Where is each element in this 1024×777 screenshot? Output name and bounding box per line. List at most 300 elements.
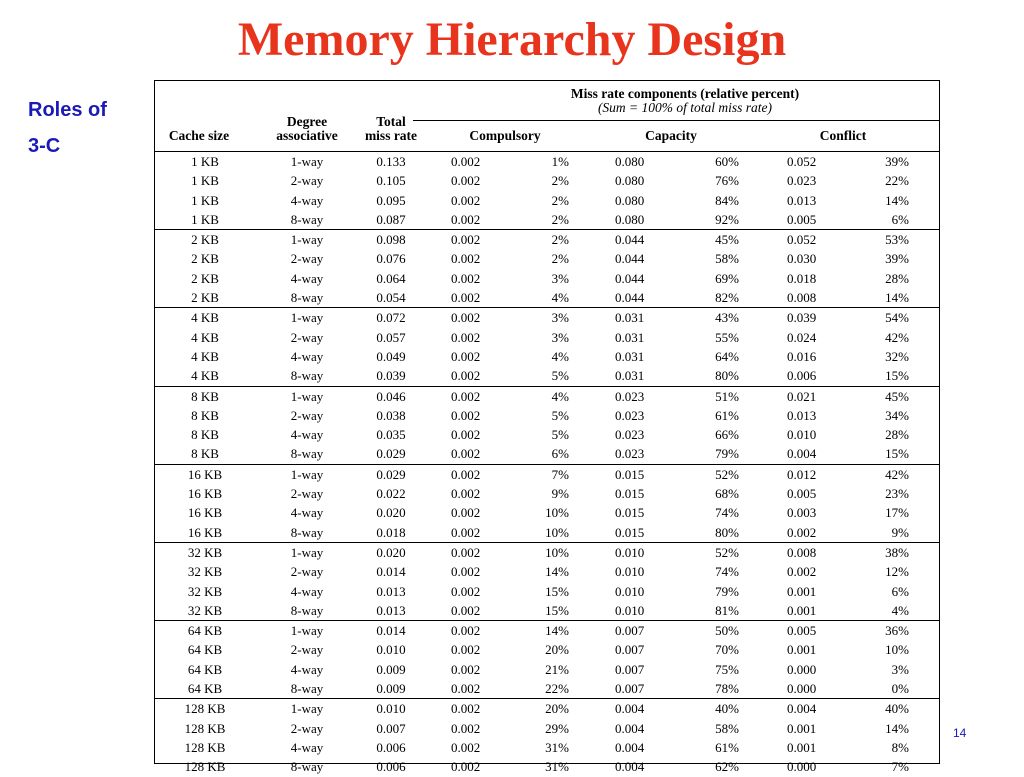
cell-conflict-pct: 6%	[891, 211, 909, 227]
cell-compulsory-rate: 0.002	[451, 505, 481, 521]
cell-associativity: 8-way	[290, 524, 324, 540]
header-compulsory: Compulsory	[469, 128, 541, 143]
side-note	[28, 92, 107, 164]
table-row	[155, 444, 939, 463]
cell-capacity-rate: 0.023	[615, 427, 645, 443]
table-row	[155, 308, 939, 327]
cell-capacity-pct: 69%	[715, 270, 739, 286]
table-row	[155, 171, 939, 190]
cell-compulsory-rate: 0.002	[451, 486, 481, 502]
table-row	[155, 582, 939, 601]
cell-associativity: 4-way	[290, 427, 324, 443]
cell-associativity: 2-way	[290, 564, 324, 580]
cell-conflict-pct: 54%	[885, 310, 909, 326]
cell-associativity: 1-way	[290, 154, 324, 169]
cell-conflict-pct: 14%	[885, 290, 909, 306]
cell-conflict-pct: 53%	[885, 232, 909, 248]
cell-total-miss-rate: 0.029	[376, 466, 406, 482]
cell-capacity-rate: 0.007	[615, 623, 645, 639]
cell-capacity-rate: 0.044	[615, 290, 645, 306]
cell-compulsory-pct: 5%	[551, 427, 569, 443]
cell-conflict-pct: 28%	[885, 427, 909, 443]
cell-conflict-pct: 42%	[885, 329, 909, 345]
table-row-group	[155, 699, 939, 776]
cell-capacity-rate: 0.010	[615, 583, 645, 599]
cell-conflict-rate: 0.012	[787, 466, 817, 482]
cell-total-miss-rate: 0.133	[376, 154, 406, 169]
cell-capacity-rate: 0.023	[615, 388, 645, 404]
table-row	[155, 347, 939, 366]
cell-associativity: 8-way	[290, 211, 324, 227]
table-row	[155, 406, 939, 425]
cell-capacity-rate: 0.023	[615, 407, 645, 423]
header-total-line1: Total	[376, 114, 406, 129]
cell-conflict-rate: 0.013	[787, 192, 817, 208]
cell-cache-size: 4 KB	[191, 310, 219, 326]
cell-compulsory-rate: 0.002	[451, 720, 481, 736]
cell-capacity-rate: 0.044	[615, 270, 645, 286]
page-number: 14	[953, 726, 967, 740]
cell-compulsory-rate: 0.002	[451, 524, 481, 540]
cell-associativity: 2-way	[290, 173, 324, 189]
table-row	[155, 503, 939, 522]
cell-conflict-rate: 0.000	[787, 661, 817, 677]
cell-cache-size: 64 KB	[187, 661, 223, 677]
cell-compulsory-pct: 2%	[551, 232, 569, 248]
cell-capacity-pct: 52%	[715, 544, 739, 560]
cell-capacity-rate: 0.044	[615, 251, 645, 267]
table-row	[155, 249, 939, 268]
table-row	[155, 562, 939, 581]
cell-compulsory-rate: 0.002	[451, 642, 481, 658]
cell-cache-size: 2 KB	[191, 290, 219, 306]
cell-compulsory-pct: 2%	[551, 173, 569, 189]
cell-capacity-rate: 0.031	[615, 368, 645, 384]
cell-conflict-pct: 34%	[885, 407, 909, 423]
cell-compulsory-pct: 21%	[545, 661, 569, 677]
cell-conflict-pct: 8%	[891, 739, 909, 755]
table-row	[155, 230, 939, 249]
table-row-group	[155, 308, 939, 386]
cell-conflict-rate: 0.016	[787, 348, 817, 364]
cell-capacity-rate: 0.031	[615, 348, 645, 364]
table-row	[155, 757, 939, 776]
cell-capacity-pct: 51%	[715, 388, 739, 404]
cell-capacity-rate: 0.007	[615, 661, 645, 677]
cell-conflict-rate: 0.006	[787, 368, 817, 384]
cell-capacity-pct: 79%	[715, 446, 739, 462]
cell-total-miss-rate: 0.087	[376, 211, 406, 227]
cell-compulsory-pct: 10%	[545, 505, 569, 521]
cell-cache-size: 4 KB	[191, 329, 219, 345]
cell-associativity: 2-way	[290, 642, 324, 658]
cell-capacity-pct: 55%	[715, 329, 739, 345]
cell-cache-size: 64 KB	[187, 681, 223, 697]
cell-associativity: 2-way	[290, 251, 324, 267]
cell-conflict-rate: 0.008	[787, 544, 817, 560]
cell-compulsory-pct: 6%	[551, 446, 569, 462]
table-row	[155, 191, 939, 210]
table-row	[155, 210, 939, 229]
header-total-line2: miss rate	[364, 128, 418, 143]
cell-associativity: 2-way	[290, 486, 324, 502]
cell-conflict-pct: 4%	[891, 602, 909, 618]
cell-associativity: 4-way	[290, 661, 324, 677]
cell-associativity: 1-way	[290, 544, 324, 560]
table-row	[155, 601, 939, 620]
cell-capacity-pct: 75%	[715, 661, 739, 677]
cell-conflict-rate: 0.030	[787, 251, 817, 267]
cell-compulsory-pct: 4%	[551, 348, 569, 364]
cell-compulsory-pct: 2%	[551, 211, 569, 227]
cell-capacity-pct: 78%	[715, 681, 739, 697]
cell-capacity-pct: 61%	[715, 407, 739, 423]
table-row	[155, 523, 939, 542]
cell-conflict-pct: 23%	[885, 486, 909, 502]
cell-associativity: 4-way	[290, 192, 324, 208]
cell-total-miss-rate: 0.049	[376, 348, 406, 364]
cell-compulsory-pct: 7%	[551, 466, 569, 482]
cell-conflict-pct: 9%	[891, 524, 909, 540]
cell-compulsory-rate: 0.002	[451, 211, 481, 227]
cell-compulsory-pct: 31%	[545, 759, 569, 775]
cell-total-miss-rate: 0.007	[376, 720, 406, 736]
cell-cache-size: 16 KB	[187, 466, 223, 482]
cell-conflict-pct: 14%	[885, 720, 909, 736]
cell-compulsory-pct: 29%	[545, 720, 569, 736]
cell-capacity-pct: 40%	[715, 701, 739, 717]
cell-conflict-pct: 42%	[885, 466, 909, 482]
cell-total-miss-rate: 0.006	[376, 739, 406, 755]
cell-conflict-rate: 0.001	[787, 739, 817, 755]
table-row-group	[155, 621, 939, 699]
cell-conflict-rate: 0.002	[787, 564, 817, 580]
cell-capacity-rate: 0.080	[615, 154, 645, 169]
cell-conflict-pct: 36%	[885, 623, 909, 639]
cell-compulsory-pct: 22%	[545, 681, 569, 697]
cell-total-miss-rate: 0.013	[376, 602, 406, 618]
cell-capacity-rate: 0.044	[615, 232, 645, 248]
cell-conflict-rate: 0.002	[787, 524, 817, 540]
cell-total-miss-rate: 0.029	[376, 446, 406, 462]
cell-compulsory-pct: 5%	[551, 407, 569, 423]
cell-cache-size: 128 KB	[184, 759, 226, 775]
table-row	[155, 387, 939, 406]
cell-compulsory-rate: 0.002	[451, 290, 481, 306]
cell-capacity-pct: 80%	[715, 524, 739, 540]
cell-capacity-pct: 84%	[715, 192, 739, 208]
cell-conflict-pct: 45%	[885, 388, 909, 404]
header-capacity: Capacity	[645, 128, 697, 143]
cell-compulsory-rate: 0.002	[451, 310, 481, 326]
cell-cache-size: 128 KB	[184, 701, 226, 717]
cell-conflict-pct: 38%	[885, 544, 909, 560]
cell-capacity-pct: 74%	[715, 505, 739, 521]
table-row	[155, 465, 939, 484]
cell-conflict-rate: 0.001	[787, 720, 817, 736]
cell-capacity-pct: 45%	[715, 232, 739, 248]
cell-total-miss-rate: 0.038	[376, 407, 406, 423]
table-row	[155, 328, 939, 347]
cell-conflict-rate: 0.000	[787, 681, 817, 697]
table-row	[155, 738, 939, 757]
cell-total-miss-rate: 0.035	[376, 427, 406, 443]
cell-associativity: 4-way	[290, 505, 324, 521]
cell-capacity-pct: 74%	[715, 564, 739, 580]
cell-conflict-pct: 39%	[885, 251, 909, 267]
cell-conflict-rate: 0.000	[787, 759, 817, 775]
cell-conflict-pct: 15%	[885, 368, 909, 384]
cell-conflict-rate: 0.003	[787, 505, 817, 521]
table-row	[155, 640, 939, 659]
cell-capacity-rate: 0.010	[615, 602, 645, 618]
cell-compulsory-rate: 0.002	[451, 329, 481, 345]
cell-conflict-pct: 40%	[885, 701, 909, 717]
cell-cache-size: 2 KB	[191, 270, 219, 286]
cell-conflict-rate: 0.001	[787, 583, 817, 599]
cell-cache-size: 4 KB	[191, 368, 219, 384]
cell-capacity-pct: 52%	[715, 466, 739, 482]
header-group-title: Miss rate components (relative percent)	[570, 86, 800, 101]
cell-conflict-rate: 0.004	[787, 701, 817, 717]
table-row	[155, 366, 939, 385]
cell-associativity: 4-way	[290, 348, 324, 364]
cell-associativity: 8-way	[290, 290, 324, 306]
cell-conflict-rate: 0.018	[787, 270, 817, 286]
cell-capacity-rate: 0.010	[615, 544, 645, 560]
cell-total-miss-rate: 0.022	[376, 486, 406, 502]
cell-capacity-pct: 58%	[715, 251, 739, 267]
table-row	[155, 484, 939, 503]
cell-conflict-pct: 22%	[885, 173, 909, 189]
cell-conflict-pct: 14%	[885, 192, 909, 208]
cell-conflict-rate: 0.005	[787, 211, 817, 227]
cell-compulsory-pct: 15%	[545, 583, 569, 599]
cell-compulsory-pct: 2%	[551, 192, 569, 208]
cell-total-miss-rate: 0.010	[376, 701, 406, 717]
cell-cache-size: 2 KB	[191, 232, 219, 248]
header-group-subtitle: (Sum = 100% of total miss rate)	[597, 100, 773, 115]
cell-capacity-rate: 0.007	[615, 681, 645, 697]
cell-associativity: 1-way	[290, 466, 324, 482]
cell-compulsory-rate: 0.002	[451, 564, 481, 580]
cell-associativity: 1-way	[290, 623, 324, 639]
cell-capacity-rate: 0.004	[615, 720, 645, 736]
header-divider	[413, 120, 939, 121]
cell-conflict-pct: 32%	[885, 348, 909, 364]
cell-conflict-rate: 0.024	[787, 329, 817, 345]
cell-total-miss-rate: 0.105	[376, 173, 406, 189]
cell-compulsory-rate: 0.002	[451, 466, 481, 482]
cell-conflict-rate: 0.010	[787, 427, 817, 443]
cell-associativity: 8-way	[290, 602, 324, 618]
cell-capacity-rate: 0.015	[615, 466, 645, 482]
cell-compulsory-rate: 0.002	[451, 544, 481, 560]
header-degree-line2: associative	[276, 128, 338, 143]
cell-capacity-rate: 0.080	[615, 211, 645, 227]
cell-compulsory-pct: 4%	[551, 388, 569, 404]
cell-conflict-pct: 6%	[891, 583, 909, 599]
cell-conflict-rate: 0.052	[787, 154, 817, 169]
cell-conflict-pct: 7%	[891, 759, 909, 775]
cell-cache-size: 32 KB	[187, 564, 223, 580]
cell-cache-size: 4 KB	[191, 348, 219, 364]
header-degree-line1: Degree	[286, 114, 328, 129]
cell-conflict-rate: 0.008	[787, 290, 817, 306]
cell-compulsory-pct: 1%	[551, 154, 569, 169]
cell-total-miss-rate: 0.014	[376, 623, 406, 639]
cell-associativity: 4-way	[290, 583, 324, 599]
cell-capacity-pct: 76%	[715, 173, 739, 189]
cell-capacity-pct: 64%	[715, 348, 739, 364]
cell-capacity-pct: 50%	[715, 623, 739, 639]
cell-compulsory-rate: 0.002	[451, 681, 481, 697]
cell-compulsory-rate: 0.002	[451, 232, 481, 248]
cell-total-miss-rate: 0.009	[376, 661, 406, 677]
cell-compulsory-pct: 3%	[551, 329, 569, 345]
table-row	[155, 425, 939, 444]
cell-capacity-pct: 60%	[715, 154, 739, 169]
cell-compulsory-rate: 0.002	[451, 623, 481, 639]
table-row-group	[155, 230, 939, 308]
cell-total-miss-rate: 0.010	[376, 642, 406, 658]
cell-compulsory-pct: 4%	[551, 290, 569, 306]
cell-cache-size: 8 KB	[191, 427, 219, 443]
cell-conflict-rate: 0.005	[787, 486, 817, 502]
cell-compulsory-pct: 15%	[545, 602, 569, 618]
cell-conflict-pct: 28%	[885, 270, 909, 286]
cell-capacity-rate: 0.004	[615, 739, 645, 755]
cell-conflict-pct: 10%	[885, 642, 909, 658]
cell-conflict-rate: 0.023	[787, 173, 817, 189]
cell-compulsory-rate: 0.002	[451, 154, 481, 169]
cell-conflict-pct: 12%	[885, 564, 909, 580]
cell-capacity-rate: 0.004	[615, 701, 645, 717]
cell-associativity: 8-way	[290, 681, 324, 697]
cell-conflict-pct: 0%	[891, 681, 909, 697]
cell-cache-size: 32 KB	[187, 544, 223, 560]
cell-conflict-pct: 17%	[885, 505, 909, 521]
cell-total-miss-rate: 0.018	[376, 524, 406, 540]
cell-capacity-pct: 58%	[715, 720, 739, 736]
cell-associativity: 1-way	[290, 310, 324, 326]
miss-rate-table	[154, 80, 940, 775]
cell-capacity-rate: 0.080	[615, 192, 645, 208]
cell-total-miss-rate: 0.076	[376, 251, 406, 267]
side-note-line-1: Roles of	[28, 99, 107, 121]
cell-compulsory-rate: 0.002	[451, 661, 481, 677]
cell-cache-size: 64 KB	[187, 642, 223, 658]
table-row-group	[155, 543, 939, 621]
table-row	[155, 152, 939, 171]
cell-capacity-rate: 0.010	[615, 564, 645, 580]
header-conflict: Conflict	[819, 128, 867, 143]
cell-capacity-pct: 92%	[715, 211, 739, 227]
cell-compulsory-rate: 0.002	[451, 427, 481, 443]
cell-compulsory-rate: 0.002	[451, 602, 481, 618]
cell-compulsory-rate: 0.002	[451, 407, 481, 423]
cell-total-miss-rate: 0.013	[376, 583, 406, 599]
cell-cache-size: 16 KB	[187, 524, 223, 540]
cell-associativity: 8-way	[290, 446, 324, 462]
cell-compulsory-pct: 14%	[545, 623, 569, 639]
cell-cache-size: 1 KB	[191, 192, 219, 208]
cell-compulsory-pct: 3%	[551, 310, 569, 326]
cell-capacity-rate: 0.007	[615, 642, 645, 658]
cell-cache-size: 2 KB	[191, 251, 219, 267]
cell-associativity: 8-way	[290, 368, 324, 384]
cell-compulsory-rate: 0.002	[451, 446, 481, 462]
cell-conflict-rate: 0.013	[787, 407, 817, 423]
table-row-group	[155, 387, 939, 465]
cell-conflict-pct: 39%	[885, 154, 909, 169]
cell-conflict-rate: 0.039	[787, 310, 817, 326]
table-header	[155, 81, 939, 152]
table-row	[155, 269, 939, 288]
cell-conflict-rate: 0.052	[787, 232, 817, 248]
cell-capacity-rate: 0.080	[615, 173, 645, 189]
cell-associativity: 2-way	[290, 329, 324, 345]
cell-cache-size: 128 KB	[184, 720, 226, 736]
cell-total-miss-rate: 0.006	[376, 759, 406, 775]
cell-associativity: 8-way	[290, 759, 324, 775]
cell-capacity-pct: 81%	[715, 602, 739, 618]
cell-cache-size: 8 KB	[191, 388, 219, 404]
cell-compulsory-rate: 0.002	[451, 701, 481, 717]
cell-compulsory-pct: 20%	[545, 642, 569, 658]
cell-total-miss-rate: 0.039	[376, 368, 406, 384]
cell-cache-size: 16 KB	[187, 486, 223, 502]
cell-capacity-rate: 0.031	[615, 310, 645, 326]
cell-total-miss-rate: 0.057	[376, 329, 406, 345]
cell-total-miss-rate: 0.095	[376, 192, 406, 208]
cell-cache-size: 64 KB	[187, 623, 223, 639]
table-body	[155, 152, 939, 777]
table-row	[155, 660, 939, 679]
cell-compulsory-rate: 0.002	[451, 583, 481, 599]
cell-capacity-rate: 0.004	[615, 759, 645, 775]
cell-capacity-pct: 66%	[715, 427, 739, 443]
cell-compulsory-pct: 10%	[545, 544, 569, 560]
cell-total-miss-rate: 0.054	[376, 290, 406, 306]
cell-cache-size: 32 KB	[187, 602, 223, 618]
cell-cache-size: 8 KB	[191, 407, 219, 423]
slide-title: Memory Hierarchy Design	[237, 13, 787, 66]
cell-compulsory-pct: 3%	[551, 270, 569, 286]
cell-associativity: 4-way	[290, 739, 324, 755]
cell-capacity-pct: 43%	[715, 310, 739, 326]
cell-cache-size: 1 KB	[191, 211, 219, 227]
cell-conflict-pct: 15%	[885, 446, 909, 462]
header-cache-size: Cache size	[168, 128, 230, 143]
cell-compulsory-rate: 0.002	[451, 739, 481, 755]
cell-total-miss-rate: 0.009	[376, 681, 406, 697]
cell-associativity: 2-way	[290, 407, 324, 423]
cell-conflict-rate: 0.021	[787, 388, 817, 404]
cell-cache-size: 32 KB	[187, 583, 223, 599]
cell-capacity-pct: 82%	[715, 290, 739, 306]
cell-capacity-pct: 70%	[715, 642, 739, 658]
cell-capacity-pct: 61%	[715, 739, 739, 755]
cell-capacity-pct: 62%	[715, 759, 739, 775]
cell-cache-size: 1 KB	[191, 173, 219, 189]
cell-capacity-pct: 68%	[715, 486, 739, 502]
cell-compulsory-pct: 14%	[545, 564, 569, 580]
table-row	[155, 621, 939, 640]
cell-associativity: 2-way	[290, 720, 324, 736]
table-row	[155, 719, 939, 738]
cell-capacity-rate: 0.031	[615, 329, 645, 345]
